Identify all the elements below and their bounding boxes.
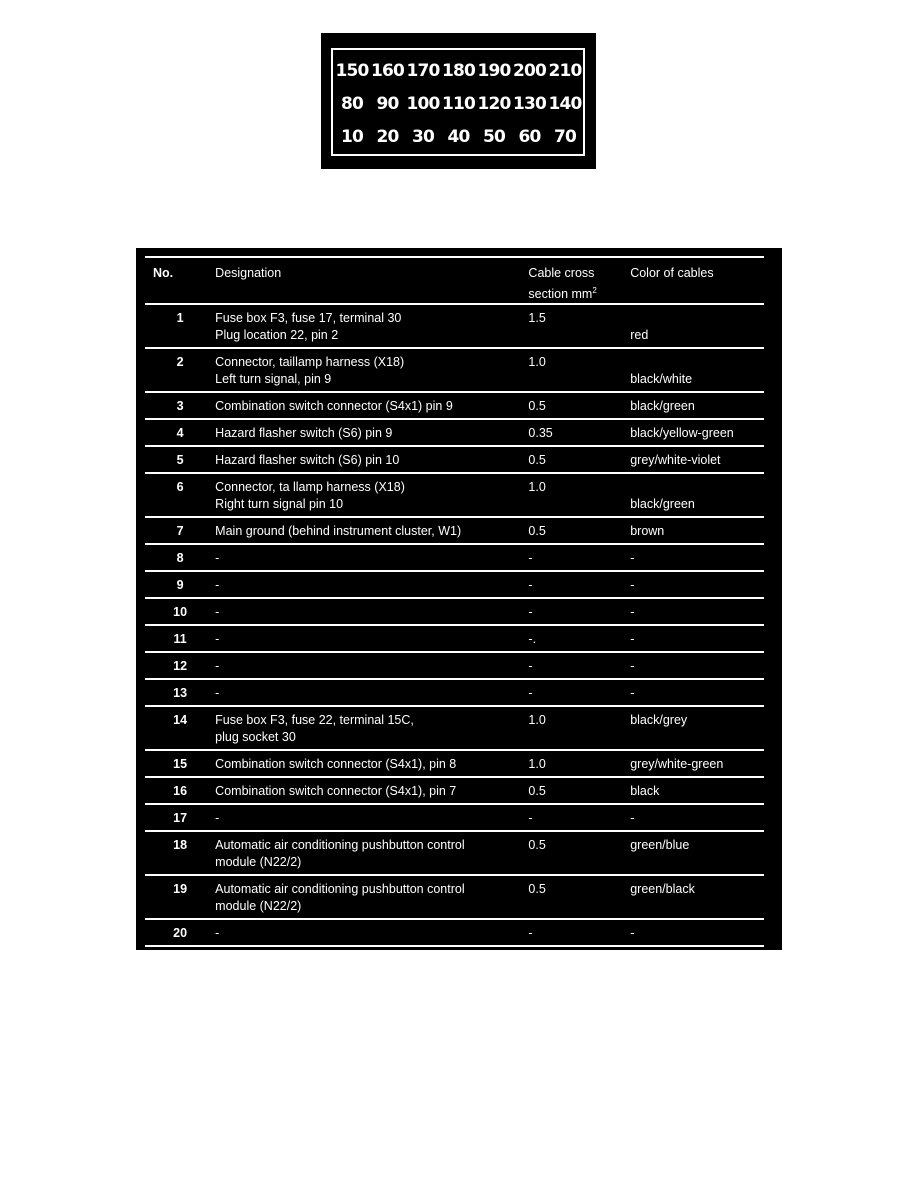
pin-number: 11 (173, 632, 187, 646)
pin-label: 190 (477, 61, 511, 81)
cable-cross-section: 0.5 (528, 399, 546, 413)
pin-label: 60 (518, 127, 541, 147)
cable-cross-section: - (528, 605, 533, 619)
designation-cell (215, 419, 528, 446)
cable-color: red (630, 328, 649, 342)
designation-line1: Automatic air conditioning pushbutton control (215, 882, 465, 896)
cable-color: - (630, 551, 635, 565)
cable-cross-section: - (528, 811, 533, 825)
cable-color-cell (630, 804, 764, 831)
cable-cross-section: - (528, 659, 533, 673)
cable-color: black/green (630, 399, 695, 413)
table-header-row (145, 258, 764, 304)
color-spacer (630, 310, 764, 327)
cable-cross-section: -. (528, 632, 537, 646)
designation-line1: - (215, 659, 220, 673)
header-color: Color of cables (630, 266, 714, 280)
designation-line1: - (215, 605, 220, 619)
cable-cross-section: 0.5 (528, 882, 546, 896)
pin-number: 18 (173, 838, 188, 852)
pin-number: 12 (173, 659, 188, 673)
pin-label: 180 (441, 61, 476, 81)
cable-color-cell (630, 831, 764, 875)
designation-line2: plug socket 30 (215, 730, 296, 744)
designation-line1: Fuse box F3, fuse 22, terminal 15C, (215, 713, 414, 727)
pin-label: 100 (406, 94, 440, 114)
pin-label: 170 (406, 61, 440, 81)
designation-cell (215, 348, 528, 392)
cable-color-cell (630, 919, 764, 946)
cable-cross-section: 1.0 (528, 713, 546, 727)
cable-color: - (630, 811, 635, 825)
pin-label: 90 (376, 94, 399, 114)
designation-line1: Combination switch connector (S4x1), pin 7 (215, 784, 457, 798)
cable-color-cell (630, 304, 764, 348)
designation-line1: - (215, 578, 220, 592)
pin-label: 30 (411, 127, 435, 147)
header-designation: Designation (215, 266, 282, 280)
table-row (145, 919, 764, 946)
cable-color: - (630, 953, 635, 967)
pin-row-middle (333, 93, 583, 115)
cable-cross-section: 0.35 (528, 426, 553, 440)
cable-color-cell (630, 750, 764, 777)
designation-cell (215, 706, 528, 750)
cable-cross-section: - (528, 578, 533, 592)
designation-line1: - (215, 926, 220, 940)
cable-cross-section: 0.5 (528, 838, 546, 852)
designation-line1: Hazard flasher switch (S6) pin 9 (215, 426, 393, 440)
cable-cross-section: 0.5 (528, 524, 546, 538)
header-cross-section-line2: section mm (528, 287, 593, 301)
pin-number: 4 (176, 426, 184, 440)
cable-color: green/black (630, 882, 695, 896)
pin-label: 150 (335, 61, 369, 81)
designation-cell (215, 473, 528, 517)
pin-number: 20 (173, 926, 188, 940)
table-row (145, 419, 764, 446)
table-row (145, 875, 764, 919)
table-row (145, 446, 764, 473)
cable-color: - (630, 578, 635, 592)
cable-cross-section: 0.5 (528, 453, 546, 467)
cable-cross-section: 1.0 (528, 757, 546, 771)
designation-line1: Automatic air conditioning pushbutton control (215, 838, 465, 852)
cable-color: - (630, 632, 635, 646)
table-body (145, 304, 764, 973)
designation-line1: - (215, 551, 220, 565)
designation-line1: - (215, 686, 220, 700)
cable-cross-section: - (528, 686, 533, 700)
table-row (145, 304, 764, 348)
designation-line1: Connector, taillamp harness (X18) (215, 355, 405, 369)
cable-color: black/yellow-green (630, 426, 734, 440)
cable-color-cell (630, 517, 764, 544)
pin-label: 120 (477, 94, 511, 114)
table-row (145, 392, 764, 419)
table-row (145, 679, 764, 706)
cable-color: grey/white-green (630, 757, 724, 771)
pin-label: 50 (482, 127, 506, 147)
pin-label: 20 (376, 127, 399, 147)
pin-number: 2 (176, 355, 184, 369)
cable-color: grey/white-violet (630, 453, 721, 467)
pin-number: 9 (176, 578, 184, 592)
pin-number: 21 (173, 953, 188, 967)
designation-cell (215, 652, 528, 679)
cable-cross-section: 1.0 (528, 355, 546, 369)
cable-color-cell (630, 598, 764, 625)
pin-label: 110 (441, 94, 476, 114)
color-spacer (630, 479, 764, 496)
pin-number: 5 (176, 453, 184, 467)
connector-frame (331, 48, 585, 156)
pin-label: 10 (340, 127, 364, 147)
table-row (145, 544, 764, 571)
cable-color-cell (630, 625, 764, 652)
table-row (145, 777, 764, 804)
designation-cell (215, 571, 528, 598)
designation-line1: Combination switch connector (S4x1) pin 9 (215, 399, 453, 413)
designation-line2: Left turn signal, pin 9 (215, 372, 332, 386)
table-row (145, 750, 764, 777)
designation-cell (215, 544, 528, 571)
cable-cross-section: 0.5 (528, 784, 546, 798)
designation-cell (215, 831, 528, 875)
designation-line1: - (215, 953, 220, 967)
designation-cell (215, 304, 528, 348)
cable-color-cell (630, 875, 764, 919)
table-row (145, 473, 764, 517)
table-row (145, 804, 764, 831)
cable-color: black/green (630, 497, 695, 511)
cable-color-cell (630, 652, 764, 679)
cable-color: - (630, 686, 635, 700)
pin-label: 40 (447, 127, 470, 147)
cable-color-cell (630, 419, 764, 446)
cable-cross-section: - (528, 551, 533, 565)
designation-cell (215, 625, 528, 652)
pin-label: 210 (548, 61, 582, 81)
pin-label: 160 (370, 61, 405, 81)
designation-line1: Fuse box F3, fuse 17, terminal 30 (215, 311, 402, 325)
table-row (145, 706, 764, 750)
pin-number: 14 (173, 713, 188, 727)
designation-line1: Main ground (behind instrument cluster, W1) (215, 524, 462, 538)
pin-assignment-table (145, 258, 764, 974)
pin-assignment-table-panel (136, 248, 782, 967)
cable-color: brown (630, 524, 665, 538)
cable-color-cell (630, 571, 764, 598)
pin-row-top (333, 60, 583, 82)
pin-number: 15 (173, 757, 188, 771)
cable-color-cell (630, 473, 764, 517)
table-row (145, 571, 764, 598)
designation-cell (215, 446, 528, 473)
cable-color: black (630, 784, 660, 798)
designation-cell (215, 875, 528, 919)
designation-cell (215, 517, 528, 544)
pin-number: 1 (176, 311, 184, 325)
table-row (145, 517, 764, 544)
designation-cell (215, 598, 528, 625)
designation-cell (215, 946, 528, 973)
table-row (145, 598, 764, 625)
pin-label: 130 (512, 94, 547, 114)
cable-color: black/white (630, 372, 693, 386)
pin-number: 19 (173, 882, 188, 896)
pin-label: 140 (548, 94, 582, 114)
designation-line2: Plug location 22, pin 2 (215, 328, 339, 342)
connector-pin-diagram (321, 33, 596, 169)
table-row (145, 831, 764, 875)
designation-cell (215, 777, 528, 804)
table-row (145, 348, 764, 392)
pin-label: 200 (512, 61, 547, 81)
cable-cross-section: - (528, 926, 533, 940)
cable-color: - (630, 659, 635, 673)
pin-number: 6 (176, 480, 184, 494)
header-cable-cross-section (528, 258, 630, 304)
designation-line1: Connector, ta llamp harness (X18) (215, 480, 405, 494)
pin-number: 13 (173, 686, 188, 700)
pin-number: 10 (173, 605, 188, 619)
designation-line1: Combination switch connector (S4x1), pin 8 (215, 757, 457, 771)
pin-label: 70 (553, 127, 577, 147)
cable-color-cell (630, 706, 764, 750)
designation-cell (215, 392, 528, 419)
designation-cell (215, 679, 528, 706)
cable-color-cell (630, 777, 764, 804)
cable-color-cell (630, 446, 764, 473)
designation-cell (215, 804, 528, 831)
pin-number: 17 (173, 811, 188, 825)
designation-line1: - (215, 632, 220, 646)
cable-color: - (630, 605, 635, 619)
designation-line1: - (215, 811, 220, 825)
header-cross-section-line1: Cable cross (528, 266, 595, 280)
pin-number: 3 (176, 399, 184, 413)
header-no: No. (153, 266, 174, 280)
pin-label: 80 (340, 94, 364, 114)
designation-cell (215, 919, 528, 946)
cable-color-cell (630, 946, 764, 973)
table-row (145, 946, 764, 973)
table-row (145, 625, 764, 652)
cable-color-cell (630, 392, 764, 419)
cable-cross-section: 1.5 (528, 311, 546, 325)
cable-cross-section: 1.0 (528, 480, 546, 494)
header-cross-section-line2-wrap (528, 282, 630, 303)
designation-line2: Right turn signal pin 10 (215, 497, 344, 511)
cable-color: - (630, 926, 635, 940)
cable-color: black/grey (630, 713, 688, 727)
cable-color-cell (630, 348, 764, 392)
cable-color: green/blue (630, 838, 690, 852)
pin-number: 7 (176, 524, 184, 538)
designation-line2: module (N22/2) (215, 855, 302, 869)
cable-color-cell (630, 679, 764, 706)
table-row (145, 652, 764, 679)
color-spacer (630, 354, 764, 371)
cable-color-cell (630, 544, 764, 571)
header-cross-section-sup: 2 (592, 286, 597, 295)
cable-cross-section: - (528, 953, 533, 967)
designation-cell (215, 750, 528, 777)
pin-row-bottom (333, 126, 583, 148)
designation-line1: Hazard flasher switch (S6) pin 10 (215, 453, 400, 467)
pin-number: 16 (173, 784, 188, 798)
designation-line2: module (N22/2) (215, 899, 302, 913)
pin-number: 8 (176, 551, 184, 565)
